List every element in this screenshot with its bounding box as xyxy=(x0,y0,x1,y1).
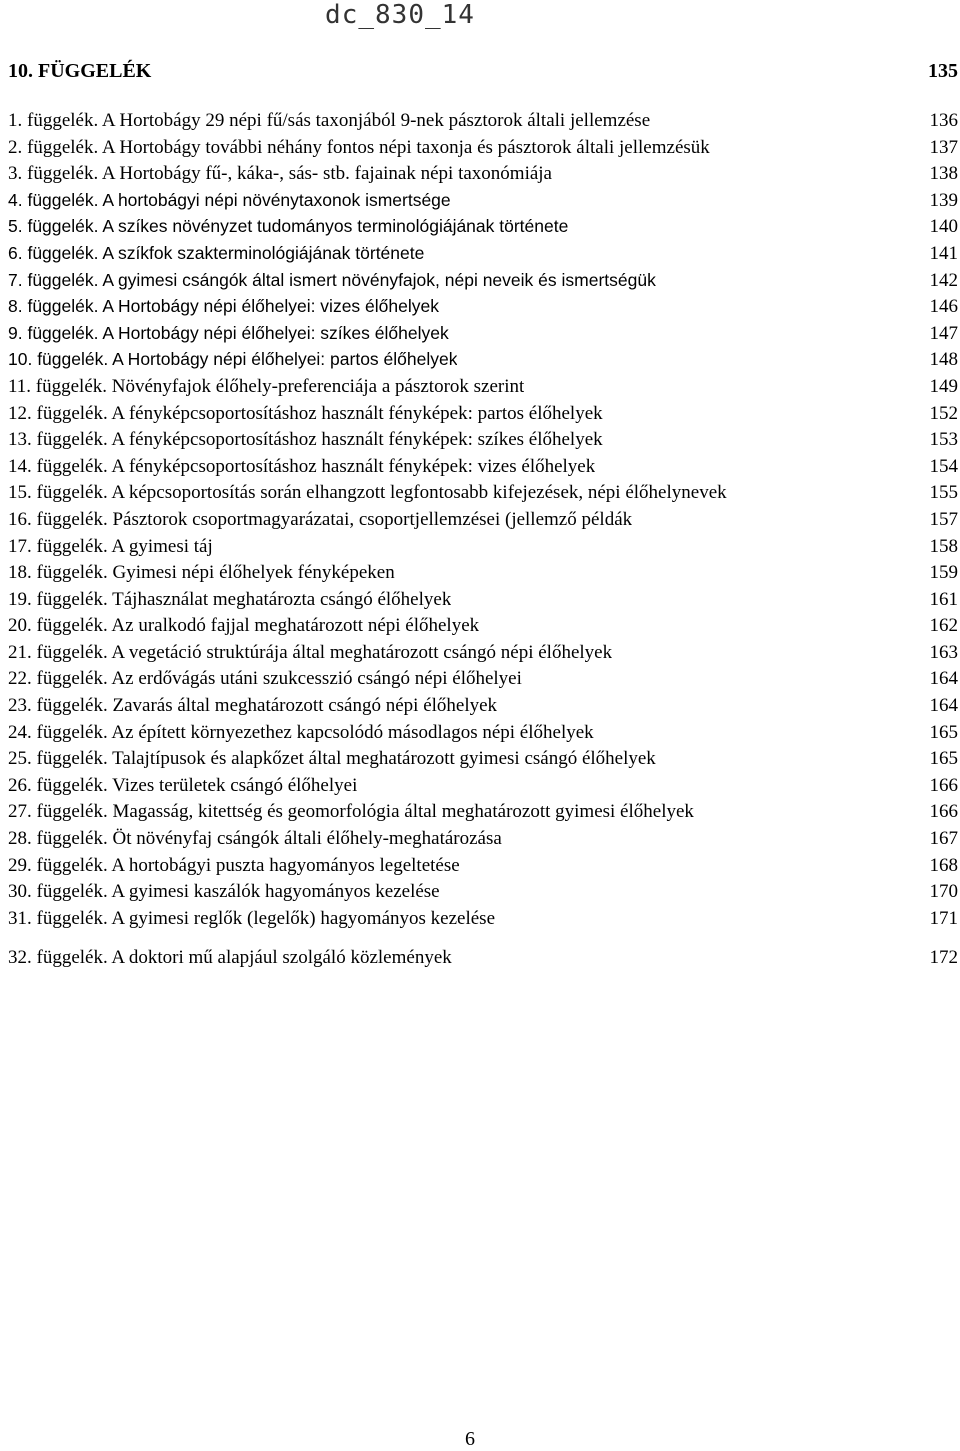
toc-entry[interactable] xyxy=(8,615,958,642)
table-of-contents xyxy=(8,110,958,974)
toc-entry[interactable] xyxy=(8,296,958,323)
toc-entry-page: 165 xyxy=(929,721,958,743)
toc-entry[interactable] xyxy=(8,722,958,749)
heading-title: 10. FÜGGELÉK xyxy=(8,60,152,82)
toc-entry-label: 32. függelék. A doktori mű alapjául szolgáló közlemények xyxy=(8,947,452,969)
toc-entry-page: 171 xyxy=(929,907,958,929)
toc-entry-label: 28. függelék. Öt növényfaj csángók általi élőhely-meghatározása xyxy=(8,828,502,850)
toc-entry-label: 11. függelék. Növényfajok élőhely-preferenciája a pásztorok szerint xyxy=(8,375,525,397)
toc-entry[interactable] xyxy=(8,947,958,974)
toc-entry-page: 165 xyxy=(929,748,958,770)
toc-entry-page: 146 xyxy=(929,296,958,318)
toc-entry-page: 158 xyxy=(929,535,958,557)
toc-entry[interactable] xyxy=(8,110,958,137)
toc-entry-page: 163 xyxy=(929,641,958,663)
section-heading xyxy=(8,60,958,83)
toc-entry[interactable] xyxy=(8,349,958,376)
toc-entry-page: 142 xyxy=(929,269,958,291)
toc-entry-label: 22. függelék. Az erdővágás utáni szukcesszió csángó népi élőhelyei xyxy=(8,668,522,690)
toc-entry-label: 8. függelék. A Hortobágy népi élőhelyei: vizes élőhelyek xyxy=(8,296,439,317)
toc-entry-label: 9. függelék. A Hortobágy népi élőhelyei: szíkes élőhelyek xyxy=(8,322,449,343)
toc-entry[interactable] xyxy=(8,536,958,563)
toc-entry-label: 17. függelék. A gyimesi táj xyxy=(8,535,213,557)
toc-entry-page: 164 xyxy=(929,668,958,690)
toc-entry-page: 148 xyxy=(929,349,958,371)
toc-entry-label: 29. függelék. A hortobágyi puszta hagyományos legeltetése xyxy=(8,854,460,876)
toc-entry-label: 6. függelék. A szíkfok szakterminológiájának története xyxy=(8,242,425,263)
toc-entry-label: 21. függelék. A vegetáció struktúrája által meghatározott csángó népi élőhelyek xyxy=(8,641,613,663)
toc-entry-page: 162 xyxy=(929,615,958,637)
toc-entry-page: 172 xyxy=(929,947,958,969)
toc-entry-label: 3. függelék. A Hortobágy fű-, káka-, sás- stb. fajainak népi taxonómiája xyxy=(8,163,552,185)
toc-entry-page: 170 xyxy=(929,881,958,903)
toc-entry-page: 147 xyxy=(929,322,958,344)
toc-entry[interactable] xyxy=(8,243,958,270)
toc-entry[interactable] xyxy=(8,589,958,616)
toc-entry-page: 138 xyxy=(929,163,958,185)
toc-entry[interactable] xyxy=(8,801,958,828)
toc-entry[interactable] xyxy=(8,163,958,190)
toc-entry-label: 15. függelék. A képcsoportosítás során elhangzott legfontosabb kifejezések, népi élőhelynevek xyxy=(8,482,727,504)
toc-entry[interactable] xyxy=(8,748,958,775)
toc-entry-label: 13. függelék. A fényképcsoportosításhoz használt fényképek: szíkes élőhelyek xyxy=(8,429,603,451)
toc-entry-page: 141 xyxy=(929,242,958,264)
toc-entry-page: 152 xyxy=(929,402,958,424)
toc-entry-label: 7. függelék. A gyimesi csángók által ismert növényfajok, népi neveik és ismertségük xyxy=(8,269,656,290)
toc-entry[interactable] xyxy=(8,509,958,536)
toc-entry-page: 167 xyxy=(929,828,958,850)
toc-entry[interactable] xyxy=(8,403,958,430)
toc-entry-page: 164 xyxy=(929,695,958,717)
toc-entry[interactable] xyxy=(8,668,958,695)
toc-entry-page: 154 xyxy=(929,455,958,477)
heading-page: 135 xyxy=(928,60,958,82)
toc-entry-label: 2. függelék. A Hortobágy további néhány fontos népi taxonja és pásztorok általi jellemzésük xyxy=(8,136,710,158)
toc-entry-label: 31. függelék. A gyimesi reglők (legelők) hagyományos kezelése xyxy=(8,907,496,929)
toc-entry-page: 137 xyxy=(929,136,958,158)
toc-entry-label: 1. függelék. A Hortobágy 29 népi fű/sás taxonjából 9-nek pásztorok általi jellemzése xyxy=(8,110,651,131)
toc-entry-label: 19. függelék. Tájhasználat meghatározta csángó élőhelyek xyxy=(8,588,452,610)
toc-entry-label: 18. függelék. Gyimesi népi élőhelyek fényképeken xyxy=(8,562,395,584)
toc-entry-label: 5. függelék. A szíkes növényzet tudományos terminológiájának története xyxy=(8,216,569,237)
toc-entry-page: 139 xyxy=(929,189,958,211)
toc-entry-page: 168 xyxy=(929,854,958,876)
toc-entry[interactable] xyxy=(8,190,958,217)
toc-entry-label: 26. függelék. Vizes területek csángó élőhelyei xyxy=(8,774,358,796)
toc-entry[interactable] xyxy=(8,456,958,483)
toc-entry[interactable] xyxy=(8,855,958,882)
toc-entry-label: 14. függelék. A fényképcsoportosításhoz használt fényképek: vizes élőhelyek xyxy=(8,455,596,477)
toc-entry[interactable] xyxy=(8,323,958,350)
toc-entry-page: 136 xyxy=(929,110,958,131)
toc-entry-label: 23. függelék. Zavarás által meghatározott csángó népi élőhelyek xyxy=(8,695,498,717)
toc-entry-label: 27. függelék. Magasság, kitettség és geomorfológia által meghatározott gyimesi élőhelyek xyxy=(8,801,694,823)
toc-entry[interactable] xyxy=(8,216,958,243)
toc-entry[interactable] xyxy=(8,908,958,935)
toc-entry[interactable] xyxy=(8,429,958,456)
toc-entry[interactable] xyxy=(8,376,958,403)
toc-entry-label: 4. függelék. A hortobágyi népi növénytaxonok ismertsége xyxy=(8,189,451,210)
toc-entry[interactable] xyxy=(8,828,958,855)
toc-entry-page: 166 xyxy=(929,801,958,823)
toc-entry-label: 24. függelék. Az épített környezethez kapcsolódó másodlagos népi élőhelyek xyxy=(8,721,594,743)
toc-entry-label: 16. függelék. Pásztorok csoportmagyarázatai, csoportjellemzései (jellemző példák xyxy=(8,508,633,530)
toc-entry[interactable] xyxy=(8,775,958,802)
toc-entry[interactable] xyxy=(8,137,958,164)
toc-entry-label: 20. függelék. Az uralkodó fajjal meghatározott népi élőhelyek xyxy=(8,615,480,637)
toc-entry-page: 166 xyxy=(929,774,958,796)
toc-entry[interactable] xyxy=(8,695,958,722)
toc-entry-page: 140 xyxy=(929,216,958,238)
toc-entry[interactable] xyxy=(8,482,958,509)
document-id: dc_830_14 xyxy=(325,0,475,30)
toc-entry[interactable] xyxy=(8,270,958,297)
toc-entry-page: 157 xyxy=(929,508,958,530)
toc-entry-label: 25. függelék. Talajtípusok és alapkőzet által meghatározott gyimesi csángó élőhelyek xyxy=(8,748,656,770)
toc-entry-label: 12. függelék. A fényképcsoportosításhoz használt fényképek: partos élőhelyek xyxy=(8,402,603,424)
toc-entry-label: 30. függelék. A gyimesi kaszálók hagyományos kezelése xyxy=(8,881,440,903)
toc-entry-page: 159 xyxy=(929,562,958,584)
toc-entry-page: 161 xyxy=(929,588,958,610)
toc-entry[interactable] xyxy=(8,881,958,908)
toc-entry[interactable] xyxy=(8,562,958,589)
toc-entry-page: 153 xyxy=(929,429,958,451)
toc-entry-page: 149 xyxy=(929,375,958,397)
page-number: 6 xyxy=(465,1428,475,1450)
toc-entry-label: 10. függelék. A Hortobágy népi élőhelyei: partos élőhelyek xyxy=(8,349,458,370)
toc-entry-page: 155 xyxy=(929,482,958,504)
toc-entry[interactable] xyxy=(8,642,958,669)
